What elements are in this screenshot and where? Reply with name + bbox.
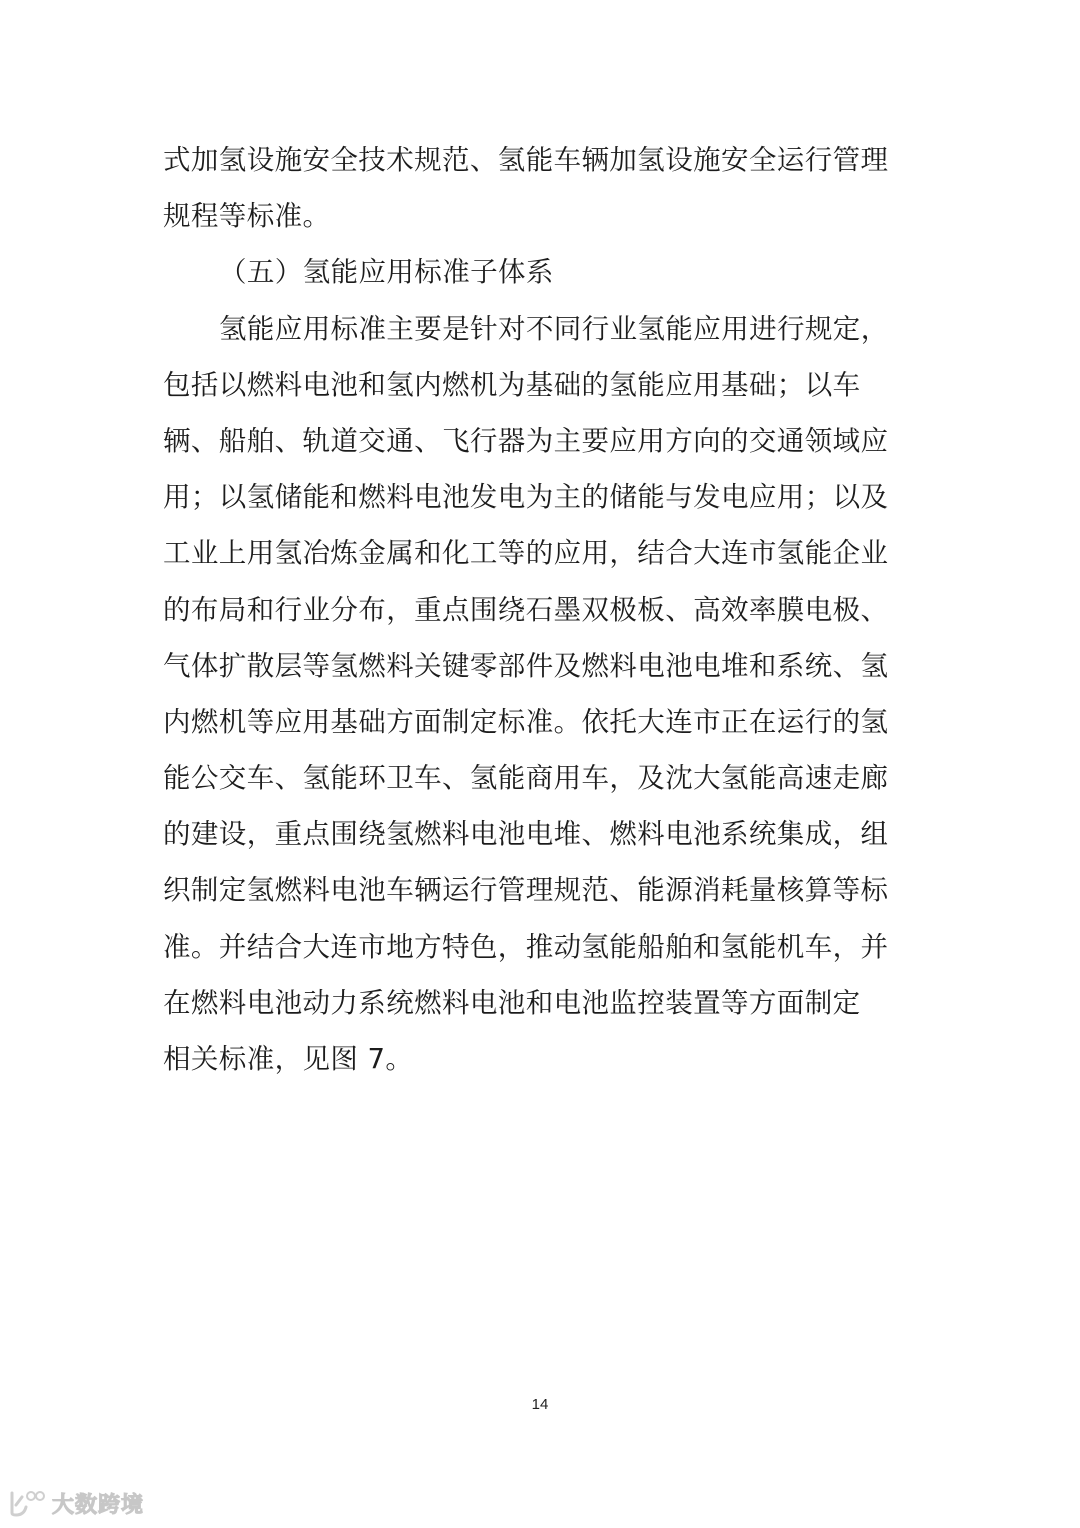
text-line: 的建设，重点围绕氢燃料电池电堆、燃料电池系统集成，组 (163, 818, 889, 851)
text-line: 用；以氢储能和燃料电池发电为主的储能与发电应用；以及 (163, 481, 889, 514)
watermark (8, 1488, 144, 1518)
text-line: 内燃机等应用基础方面制定标准。依托大连市正在运行的氢 (163, 705, 889, 738)
text-line: 准。并结合大连市地方特色，推动氢能船舶和氢能机车，并 (163, 930, 889, 963)
body-text (163, 132, 919, 1087)
text-line: 能公交车、氢能环卫车、氢能商用车，及沈大氢能高速走廊 (163, 762, 889, 795)
text-line: 辆、船舶、轨道交通、飞行器为主要应用方向的交通领域应 (163, 424, 889, 457)
text-line: 织制定氢燃料电池车辆运行管理规范、能源消耗量核算等标 (163, 874, 889, 907)
text-line: 包括以燃料电池和氢内燃机为基础的氢能应用基础；以车 (163, 368, 861, 401)
page-number: 14 (531, 1396, 549, 1413)
text-line: 相关标准，见图 7。 (163, 1043, 414, 1075)
watermark-text: 大数跨境 (52, 1492, 145, 1518)
text-line: 气体扩散层等氢燃料关键零部件及燃料电池电堆和系统、氢 (163, 649, 889, 682)
section-heading: （五）氢能应用标准子体系 (219, 256, 554, 289)
text-line: 工业上用氢冶炼金属和化工等的应用，结合大连市氢能企业 (163, 537, 889, 570)
k100-logo-icon (8, 1489, 46, 1517)
text-line: 式加氢设施安全技术规范、氢能车辆加氢设施安全运行管理 (163, 144, 889, 176)
text-line: 在燃料电池动力系统燃料电池和电池监控装置等方面制定 (163, 986, 861, 1019)
text-line: 的布局和行业分布，重点围绕石墨双极板、高效率膜电极、 (163, 593, 889, 626)
text-line: 规程等标准。 (163, 200, 331, 233)
paragraph-first-line: 氢能应用标准主要是针对不同行业氢能应用进行规定， (219, 312, 889, 345)
